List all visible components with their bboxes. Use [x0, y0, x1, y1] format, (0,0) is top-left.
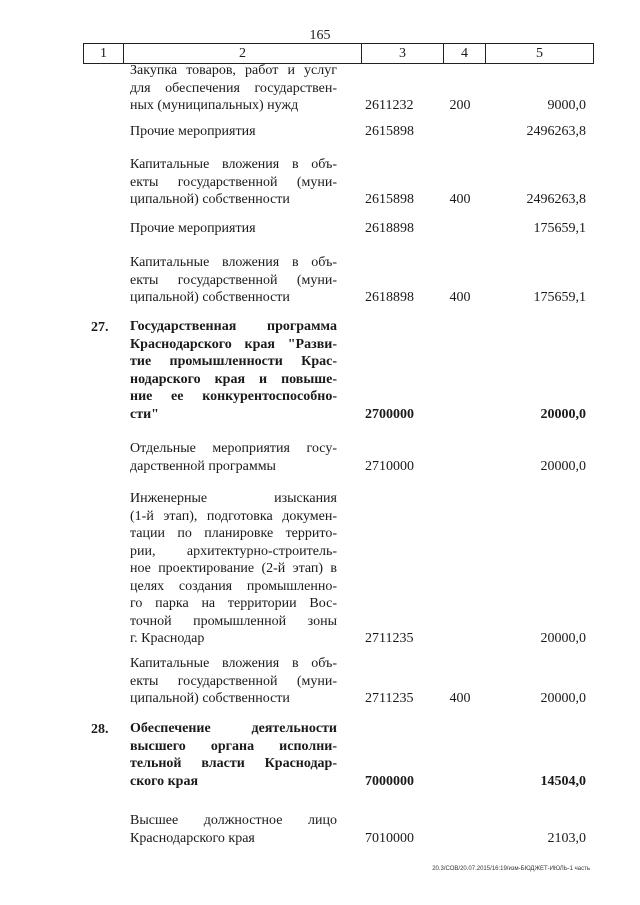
expense-type-code: 400	[449, 691, 471, 706]
expense-type-code: 400	[449, 192, 471, 207]
description-line: Капитальные вложения в объ-	[130, 656, 337, 671]
row-description	[130, 62, 337, 115]
description-line: рии, архитектурно-строитель-	[130, 543, 337, 559]
description-line: ципальной) собственности	[130, 691, 290, 706]
amount-value: 2103,0	[547, 831, 586, 846]
description-line: сти"	[130, 406, 159, 422]
row-description	[130, 318, 337, 423]
description-line: г. Краснодар	[130, 631, 205, 646]
description-line: Высшее должностное лицо	[130, 813, 337, 828]
kbk-code: 2611232	[365, 98, 414, 113]
description-line: екты государственной (муни-	[130, 673, 337, 689]
description-line: Закупка товаров, работ и услуг	[130, 63, 337, 78]
description-line: Прочие мероприятия	[130, 221, 256, 236]
column-header-4: 4	[444, 44, 486, 64]
kbk-code: 2618898	[365, 290, 414, 305]
row-number: 27.	[91, 320, 109, 335]
column-header-1: 1	[84, 44, 124, 64]
row-number: 28.	[91, 722, 109, 737]
amount-value: 20000,0	[540, 407, 586, 422]
kbk-code: 2615898	[365, 124, 414, 139]
description-line: тие промышленности Крас-	[130, 354, 337, 369]
description-line: Государственная программа	[130, 319, 337, 334]
description-line: тельной власти Краснодар-	[130, 756, 337, 771]
footer-file-stamp: 20.3/СОВ/20.07.2015/16:19/изм-БЮДЖЕТ-ИЮЛЬ-1 часть	[432, 866, 590, 872]
column-header-row	[84, 44, 594, 64]
description-line: ципальной) собственности	[130, 290, 290, 305]
amount-value: 175659,1	[533, 290, 586, 305]
row-description	[130, 440, 337, 475]
amount-value: 9000,0	[547, 98, 586, 113]
column-header-table	[83, 43, 594, 64]
column-header-3: 3	[362, 44, 444, 64]
description-line: екты государственной (муни-	[130, 174, 337, 190]
kbk-code: 2711235	[365, 631, 414, 646]
amount-value: 20000,0	[540, 459, 586, 474]
description-line: ние ее конкурентоспособно-	[130, 389, 337, 404]
amount-value: 20000,0	[540, 691, 586, 706]
description-line: ципальной) собственности	[130, 192, 290, 207]
description-line: нодарского края и повыше-	[130, 371, 337, 387]
amount-value: 2496263,8	[526, 192, 586, 207]
description-line: екты государственной (муни-	[130, 272, 337, 288]
description-line: Обеспечение деятельности	[130, 721, 337, 736]
description-line: дарственной программы	[130, 458, 276, 474]
row-description	[130, 254, 337, 307]
description-line: точной промышленной зоны	[130, 613, 337, 629]
description-line: Краснодарского края "Разви-	[130, 336, 337, 352]
description-line: Капитальные вложения в объ-	[130, 255, 337, 270]
expense-type-code: 400	[449, 290, 471, 305]
kbk-code: 2711235	[365, 691, 414, 706]
column-header-2: 2	[124, 44, 362, 64]
description-line: ное проектирование (2-й этап) в	[130, 561, 337, 576]
description-line: высшего органа исполни-	[130, 738, 337, 754]
amount-value: 2496263,8	[526, 124, 586, 139]
expense-type-code: 200	[449, 98, 471, 113]
kbk-code: 2700000	[365, 407, 414, 422]
description-line: тации по планировке террито-	[130, 526, 337, 541]
kbk-code: 2615898	[365, 192, 414, 207]
row-description	[130, 490, 337, 648]
amount-value: 14504,0	[540, 774, 586, 789]
description-line: для обеспечения государствен-	[130, 80, 337, 96]
row-description	[130, 655, 337, 708]
page-number: 165	[309, 28, 331, 43]
row-description	[130, 220, 337, 238]
row-description	[130, 123, 337, 141]
description-line: (1-й этап), подготовка докумен-	[130, 508, 337, 524]
description-line: ных (муниципальных) нужд	[130, 98, 299, 113]
kbk-code: 2618898	[365, 221, 414, 236]
description-line: Капитальные вложения в объ-	[130, 157, 337, 172]
column-header-5: 5	[486, 44, 594, 64]
description-line: Инженерные изыскания	[130, 491, 337, 506]
amount-value: 20000,0	[540, 631, 586, 646]
description-line: Прочие мероприятия	[130, 124, 256, 139]
row-description	[130, 156, 337, 209]
kbk-code: 7000000	[365, 774, 414, 789]
description-line: целях создания промышленно-	[130, 578, 337, 594]
kbk-code: 7010000	[365, 831, 414, 846]
description-line: Краснодарского края	[130, 830, 255, 846]
row-description	[130, 720, 337, 790]
description-line: Отдельные мероприятия госу-	[130, 441, 337, 456]
kbk-code: 2710000	[365, 459, 414, 474]
amount-value: 175659,1	[533, 221, 586, 236]
row-description	[130, 812, 337, 847]
description-line: го парка на территории Вос-	[130, 596, 337, 611]
description-line: ского края	[130, 773, 199, 789]
